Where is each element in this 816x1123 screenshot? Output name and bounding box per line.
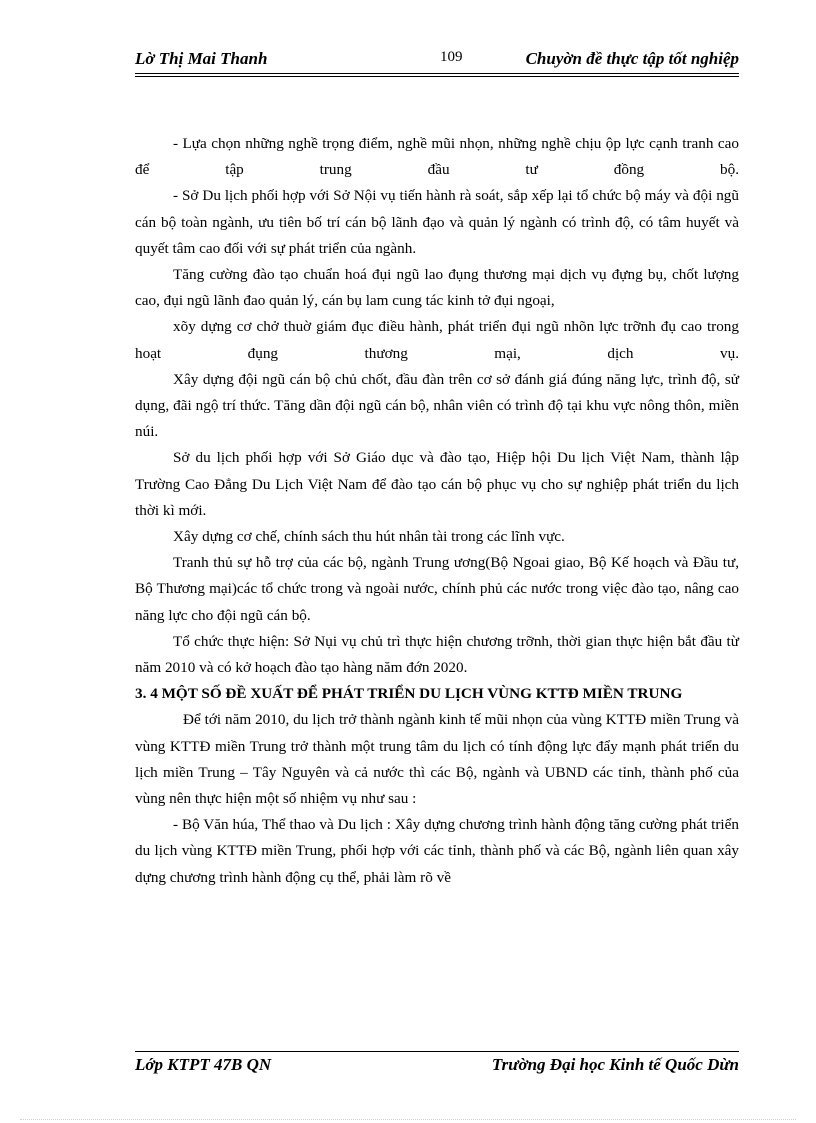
paragraph: Xây dựng đội ngũ cán bộ chủ chốt, đầu đàn trên cơ sở đánh giá đúng năng lực, trình độ, sử dụng, đãi ngộ trí thức. Tăng dần đội ngũ cán bộ, nhân viên có trình độ tại khu vực nông thôn, miền núi. xyxy=(135,370,739,441)
header-author: Lờ Thị Mai Thanh xyxy=(135,49,268,68)
footer-rule xyxy=(135,1051,739,1052)
paragraph: Xây dựng cơ chế, chính sách thu hút nhân tài trong các lĩnh vực. xyxy=(173,528,565,546)
paragraph: xõy dựng cơ chở thuờ giám đục điều hành, phát triển đụi ngũ nhõn lực trỡnh đụ cao trong hoạt đụng thương mại, dịch vụ. xyxy=(135,318,739,362)
paragraph: - Lựa chọn những nghề trọng điểm, nghề mũi nhọn, những nghề chịu ộp lực cạnh tranh cao để tập trung đầu tư đồng bộ. xyxy=(135,135,739,179)
section-heading: 3. 4 MỘT SỐ ĐỀ XUẤT ĐỂ PHÁT TRIỂN DU LỊCH VÙNG KTTĐ MIỀN TRUNG xyxy=(135,685,683,703)
footer-class-name: Lớp KTPT 47B QN xyxy=(135,1055,272,1074)
document-body xyxy=(135,131,739,891)
footer-university: Trường Đại học Kinh tế Quốc Dừn xyxy=(491,1055,739,1074)
paragraph: - Sở Du lịch phối hợp với Sở Nội vụ tiến hành rà soát, sắp xếp lại tổ chức bộ máy và đội ngũ cán bộ toàn ngành, ưu tiên bố trí cán bộ lãnh đạo và quản lý ngành có trình độ, có tâm huyết và quyết tâm cao đối với sự phát triển của ngành. xyxy=(135,187,739,257)
paragraph: - Bộ Văn húa, Thể thao và Du lịch : Xây dựng chương trình hành động tăng cường phát triển du lịch vùng KTTĐ miền Trung, phối hợp với các tỉnh, thành phố và các Bộ, ngành liên quan xây dựng chương trình hành động cụ thể, phải làm rõ về xyxy=(135,816,739,886)
page-header xyxy=(135,49,739,71)
header-page-number: 109 xyxy=(440,49,463,65)
paragraph: Tổ chức thực hiện: Sở Nụi vụ chủ trì thực hiện chương trỡnh, thời gian thực hiện bắt đầu từ năm 2010 và có kở hoạch đào tạo hàng năm đớn 2020. xyxy=(135,632,739,677)
paragraph: Tranh thủ sự hỗ trợ của các bộ, ngành Trung ương(Bộ Ngoai giao, Bộ Kế hoạch và Đầu tư, Bộ Thương mại)các tổ chức trong và ngoài nước, chính phủ các nước trong việc đào tạo, nâng cao năng lực cho đội ngũ cán bộ. xyxy=(135,554,739,624)
header-double-rule xyxy=(135,73,739,77)
paragraph: Để tới năm 2010, du lịch trở thành ngành kinh tế mũi nhọn của vùng KTTĐ miền Trung và vùng KTTĐ miền Trung trở thành một trung tâm du lịch có tính động lực đẩy mạnh phát triển du lịch miền Trung – Tây Nguyên và cả nước thì các Bộ, ngành và UBND các tỉnh, thành phố của vùng nên thực hiện một số nhiệm vụ như sau : xyxy=(135,711,739,808)
page-edge-dotted-line xyxy=(20,1119,796,1120)
page-footer xyxy=(135,1055,739,1077)
paragraph: Tăng cường đào tạo chuẩn hoá đụi ngũ lao đụng thương mại dịch vụ đựng bụ, chốt lượng cao, đụi ngũ lãnh đao quản lý, cán bụ lam cung tác kinh tở đụi ngoại, xyxy=(135,266,739,310)
header-document-title: Chuyờn đề thực tập tốt nghiệp xyxy=(525,49,739,68)
paragraph: Sở du lịch phối hợp với Sở Giáo dục và đào tạo, Hiệp hội Du lịch Việt Nam, thành lập Trường Cao Đẳng Du Lịch Việt Nam để đào tạo cán bộ phục vụ cho sự nghiệp phát triển du lịch thời kì mới. xyxy=(135,449,739,519)
